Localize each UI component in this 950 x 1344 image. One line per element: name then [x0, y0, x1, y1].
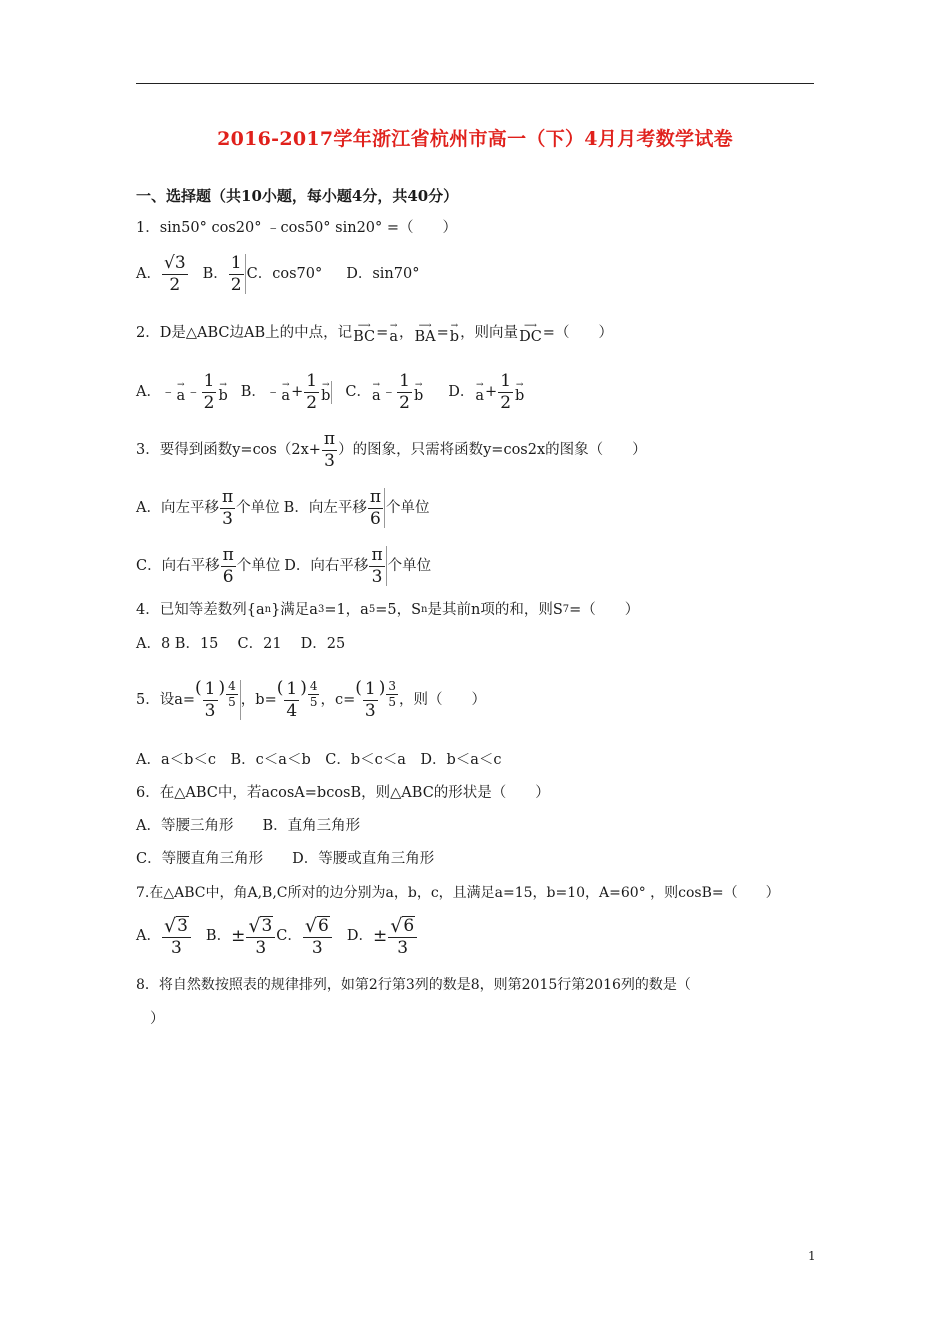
option-d: D．sin70° — [346, 265, 420, 282]
question-7-options — [136, 916, 816, 957]
fraction-denominator: 6 — [370, 508, 381, 529]
vector-b: → b — [413, 379, 424, 404]
option-c: C．向右平移 — [136, 557, 220, 574]
radical-sign: √ — [304, 914, 317, 937]
option-b-label: B． — [240, 383, 266, 400]
vector-letter: DC — [519, 329, 542, 345]
subscript: 5 — [368, 604, 376, 616]
fraction-numerator: π — [221, 487, 234, 507]
option-d-label: D． — [448, 383, 475, 400]
fraction-sqrt3-over-3 — [246, 916, 275, 957]
fraction-numerator: 1 — [204, 679, 216, 699]
paren: ) — [218, 678, 226, 698]
base-fraction — [203, 680, 218, 720]
question-2-options — [136, 372, 816, 412]
question-6-options-row2: C．等腰直角三角形 D．等腰或直角三角形 — [136, 851, 435, 867]
question-2-stem — [136, 322, 816, 345]
power-c — [355, 680, 399, 720]
fraction-denominator: 2 — [500, 392, 512, 413]
question-6-options-row1: A．等腰三角形 B．直角三角形 — [136, 818, 361, 834]
fraction-denominator: 4 — [286, 700, 298, 721]
subscript: n — [421, 604, 428, 616]
fraction-denominator: 3 — [171, 937, 182, 958]
fraction-denominator: 3 — [204, 700, 216, 721]
exponent-fraction — [308, 680, 320, 709]
fraction-denominator: 3 — [397, 937, 409, 958]
fraction-denominator: 3 — [255, 937, 267, 958]
fraction-numerator: π — [323, 429, 336, 449]
fraction-numerator: π — [371, 545, 383, 565]
option-c-label: C． — [276, 928, 302, 945]
paren: ( — [195, 678, 202, 698]
fraction-numerator: 1 — [399, 371, 410, 391]
question-6-stem: 6．在△ABC中，若acosA=bcosB，则△ABC的形状是（ ） — [136, 785, 550, 801]
minus-sign: ﹣ — [160, 383, 176, 400]
fraction-denominator: 2 — [203, 392, 215, 413]
fraction-numerator: 4 — [226, 680, 238, 695]
fraction-sqrt6-over-3 — [303, 916, 332, 957]
radicand: 6 — [317, 916, 329, 936]
fraction-denominator: 3 — [311, 937, 323, 958]
fraction-pi-over-6 — [368, 488, 385, 528]
stem-text: =（ ） — [542, 325, 613, 342]
vector-a: → a — [176, 379, 186, 404]
comma: ， — [398, 325, 414, 342]
equals: = — [436, 325, 449, 342]
question-7-stem: 7.在△ABC中，角A,B,C所对的边分别为a，b，c，且满足a=15，b=10，A=60° ，则cosB=（ ） — [136, 885, 780, 901]
fraction-1-over-2 — [397, 372, 412, 412]
fraction-numerator: 1 — [203, 371, 215, 391]
unit-text: 个单位 — [387, 557, 432, 574]
option-d-label: D． — [346, 928, 373, 945]
radicand: 3 — [177, 916, 188, 936]
header-rule — [136, 83, 814, 84]
stem-text: 2．D是△ABC边AB上的中点，记 — [136, 325, 353, 342]
minus-sign: ﹣ — [186, 383, 201, 400]
option-a: A．向左平移 — [136, 499, 219, 516]
stem-text: 4．已知等差数列{a — [136, 602, 265, 618]
vector-letter: b — [449, 329, 460, 345]
radicand: 3 — [261, 916, 273, 936]
fraction-numerator: 1 — [286, 679, 298, 699]
fraction-numerator: 1 — [364, 679, 376, 699]
vector-letter: a — [371, 387, 381, 404]
sqrt — [162, 916, 191, 938]
question-5-stem — [136, 680, 816, 720]
fraction-pi-over-3 — [220, 488, 235, 528]
question-5-options: A．a＜b＜c B．c＜a＜b C．b＜c＜a D．b＜a＜c — [136, 752, 502, 768]
section-heading: 一、选择题（共10小题，每小题4分，共40分） — [136, 187, 459, 205]
fraction-pi-over-3 — [322, 430, 337, 470]
base-fraction — [363, 680, 378, 720]
fraction-denominator: 3 — [371, 566, 383, 587]
fraction-denominator: 3 — [222, 508, 233, 529]
fraction-numerator: π — [369, 487, 382, 507]
vector-bc: ⟶ BC — [353, 321, 376, 345]
base-fraction — [284, 680, 299, 720]
fraction-sqrt6-over-3 — [388, 916, 417, 957]
question-3-options-ab — [136, 488, 816, 528]
sqrt — [388, 916, 417, 938]
radical-sign: √ — [390, 914, 403, 937]
fraction-denominator: 2 — [230, 274, 242, 295]
option-a-label: A． — [136, 265, 161, 282]
fraction-numerator: 1 — [306, 371, 318, 391]
page-title: 2016-2017学年浙江省杭州市高一（下）4月月考数学试卷 — [217, 128, 733, 150]
vector-letter: b — [515, 387, 525, 404]
fraction-1-over-2 — [304, 372, 319, 412]
plus-sign: + — [485, 383, 498, 400]
vector-a: → a — [389, 321, 398, 345]
stem-text: }满足a — [271, 602, 318, 618]
option-c-label: C． — [345, 383, 371, 400]
stem-text: ，则向量 — [460, 325, 519, 342]
minus-sign: ﹣ — [265, 383, 281, 400]
option-b-label: B． — [205, 928, 232, 945]
exponent-fraction — [386, 680, 398, 709]
fraction-denominator: 5 — [309, 695, 318, 710]
fraction-denominator: 2 — [306, 392, 318, 413]
vector-b: → b — [218, 379, 228, 404]
subscript: 7 — [562, 604, 570, 616]
stem-text: ，则（ ） — [399, 691, 486, 708]
fraction-numerator: 3 — [386, 680, 398, 695]
vector-dc: ⟶ DC — [519, 321, 542, 345]
fraction-1-over-2 — [498, 372, 513, 412]
fraction-numerator: 1 — [500, 371, 512, 391]
stem-text: ，b= — [240, 691, 277, 708]
plus-minus: ± — [372, 926, 388, 947]
minus-sign: ﹣ — [381, 383, 397, 400]
option-b-label: B． — [202, 265, 228, 282]
fraction-1-over-2 — [229, 254, 246, 294]
vector-letter: a — [281, 387, 291, 404]
fraction-sqrt3-over-2 — [162, 254, 188, 294]
sqrt — [303, 916, 332, 938]
fraction-denominator: 3 — [324, 450, 335, 471]
question-1-stem: 1．sin50° cos20° ﹣cos50° sin20° =（ ） — [136, 220, 458, 236]
fraction-denominator: 5 — [228, 695, 236, 710]
question-8-stem-cont: ） — [150, 1011, 165, 1027]
fraction-numerator: 4 — [308, 680, 320, 695]
option-b: B．向左平移 — [283, 499, 367, 516]
paren: ( — [355, 678, 362, 698]
vector-b: → b — [321, 379, 331, 404]
option-a-label: A． — [136, 928, 161, 945]
stem-text: =（ ） — [569, 602, 640, 618]
stem-text: ）的图象，只需将函数y=cos2x的图象（ ） — [338, 441, 647, 458]
question-3-options-cd — [136, 546, 816, 586]
vector-letter: BA — [414, 329, 436, 345]
power-a — [195, 680, 241, 720]
paren: ) — [378, 678, 386, 698]
fraction-numerator: √3 — [163, 253, 186, 273]
vector-a: → a — [475, 379, 485, 404]
question-3-stem — [136, 430, 816, 470]
vector-b: → b — [449, 321, 460, 345]
vector-letter: a — [389, 329, 398, 345]
fraction-denominator: 2 — [169, 274, 181, 295]
vector-letter: b — [321, 387, 331, 404]
fraction-1-over-2 — [202, 372, 217, 412]
vector-letter: BC — [353, 329, 376, 345]
fraction-denominator: 3 — [364, 700, 376, 721]
fraction-pi-over-3 — [369, 546, 386, 586]
fraction-numerator: 1 — [230, 253, 242, 273]
stem-text: ，c= — [320, 691, 356, 708]
vector-letter: a — [475, 387, 485, 404]
question-1-options — [136, 254, 816, 294]
paren: ( — [276, 678, 284, 698]
subscript: n — [264, 604, 272, 616]
exponent-fraction — [226, 680, 238, 709]
fraction-pi-over-6 — [221, 546, 236, 586]
plus-minus: ± — [231, 926, 246, 947]
question-8-stem: 8．将自然数按照表的规律排列，如第2行第3列的数是8，则第2015行第2016列的数是（ — [136, 977, 691, 993]
option-a-label: A． — [136, 383, 161, 400]
unit-text: 个单位 — [236, 557, 281, 574]
fraction-denominator: 6 — [222, 566, 234, 587]
option-c: C．cos70° — [246, 265, 323, 282]
subscript: 3 — [317, 604, 325, 616]
radical-sign: √ — [248, 914, 261, 937]
vector-letter: b — [413, 387, 424, 404]
power-b — [277, 680, 321, 720]
vector-ba: ⟶ BA — [414, 321, 436, 345]
stem-text: 5．设a= — [136, 691, 196, 708]
fraction-denominator: 2 — [399, 392, 410, 413]
plus-sign: + — [291, 383, 304, 400]
paren: ) — [300, 678, 307, 698]
sqrt — [246, 916, 275, 938]
fraction-numerator: π — [222, 545, 234, 565]
stem-text: =1，a — [324, 602, 369, 618]
vector-a: → a — [281, 379, 291, 404]
question-4-options: A．8 B．15 C．21 D．25 — [136, 636, 346, 652]
vector-letter: b — [218, 387, 228, 404]
vector-letter: a — [176, 387, 186, 404]
fraction-denominator: 5 — [388, 695, 396, 710]
unit-text: 个单位 — [386, 499, 430, 516]
page-number: 1 — [808, 1249, 816, 1263]
radicand: 6 — [403, 916, 415, 936]
radical-sign: √ — [163, 914, 177, 937]
vector-b: → b — [515, 379, 525, 404]
fraction-sqrt3-over-3 — [162, 916, 191, 957]
equals: = — [376, 325, 389, 342]
stem-text: 3．要得到函数y=cos（2x+ — [136, 441, 321, 458]
question-4-stem — [136, 603, 816, 618]
option-d: D．向右平移 — [284, 557, 369, 574]
stem-text: =5，S — [375, 602, 422, 618]
stem-text: 是其前n项的和，则S — [427, 602, 563, 618]
unit-text: 个单位 — [236, 499, 280, 516]
vector-a: → a — [371, 379, 381, 404]
